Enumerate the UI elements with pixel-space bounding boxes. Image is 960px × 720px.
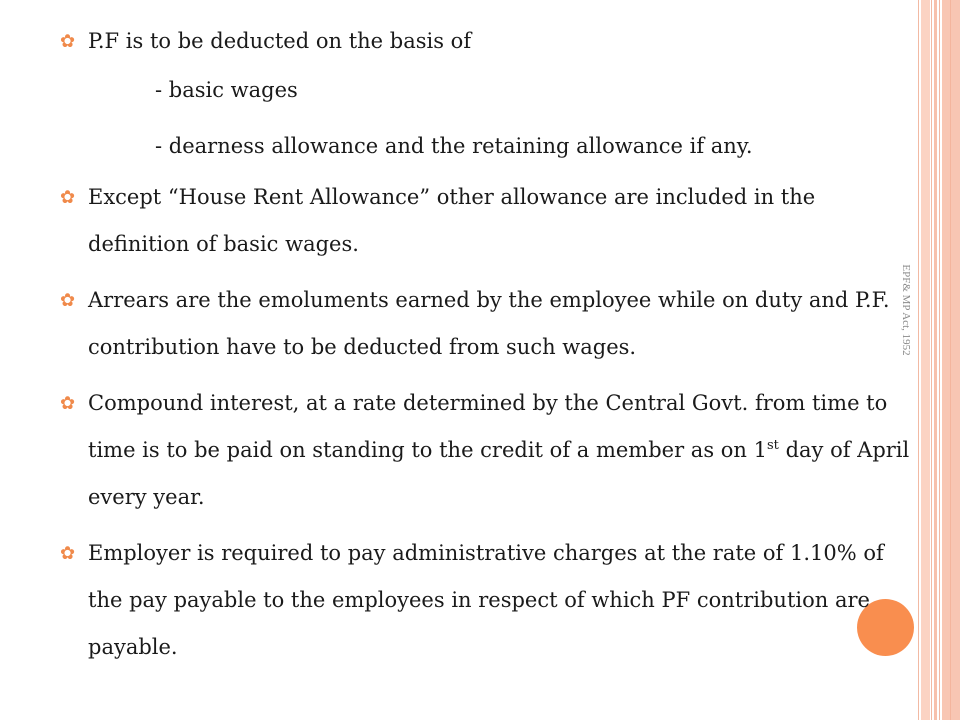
right-border-line bbox=[939, 0, 940, 720]
bullet-text: P.F is to be deducted on the basis of bbox=[88, 29, 472, 53]
bullet-item bbox=[60, 18, 910, 65]
bullet-text-before: Compound interest, at a rate determined by the Central Govt. from time to time is to be paid on standing to the credit of a member as on 1 bbox=[88, 391, 888, 462]
flower-bullet-icon: ✿ bbox=[60, 543, 76, 564]
flower-bullet-icon: ✿ bbox=[60, 290, 76, 311]
side-label: EPF& MP Act, 1952 bbox=[900, 264, 912, 356]
bullet-item bbox=[60, 174, 910, 268]
sub-item: - basic wages bbox=[155, 78, 298, 102]
flower-bullet-icon: ✿ bbox=[60, 31, 76, 52]
right-border-band bbox=[934, 0, 937, 720]
right-border-line bbox=[918, 0, 919, 720]
bullet-text: Arrears are the emoluments earned by the employee while on duty and P.F. contribution have to be deducted from such wages. bbox=[88, 288, 890, 359]
flower-bullet-icon: ✿ bbox=[60, 187, 76, 208]
bullet-text: Employer is required to pay administrative charges at the rate of 1.10% of the pay payable to the employees in respect of which PF contribution are payable. bbox=[88, 541, 884, 659]
bullet-text-after: day of April every year. bbox=[88, 438, 910, 509]
bullet-item bbox=[60, 530, 910, 671]
superscript: st bbox=[766, 438, 779, 453]
bullet-item bbox=[60, 380, 910, 521]
sub-item: - dearness allowance and the retaining allowance if any. bbox=[155, 134, 753, 158]
right-border-band bbox=[942, 0, 960, 720]
right-border-line bbox=[931, 0, 932, 720]
right-border-line bbox=[950, 0, 951, 720]
bullet-item bbox=[60, 277, 910, 371]
right-border-band bbox=[921, 0, 930, 720]
slide-content bbox=[60, 18, 910, 671]
bullet-text: Except “House Rent Allowance” other allowance are included in the definition of basic wages. bbox=[88, 185, 816, 256]
flower-bullet-icon: ✿ bbox=[60, 393, 76, 414]
